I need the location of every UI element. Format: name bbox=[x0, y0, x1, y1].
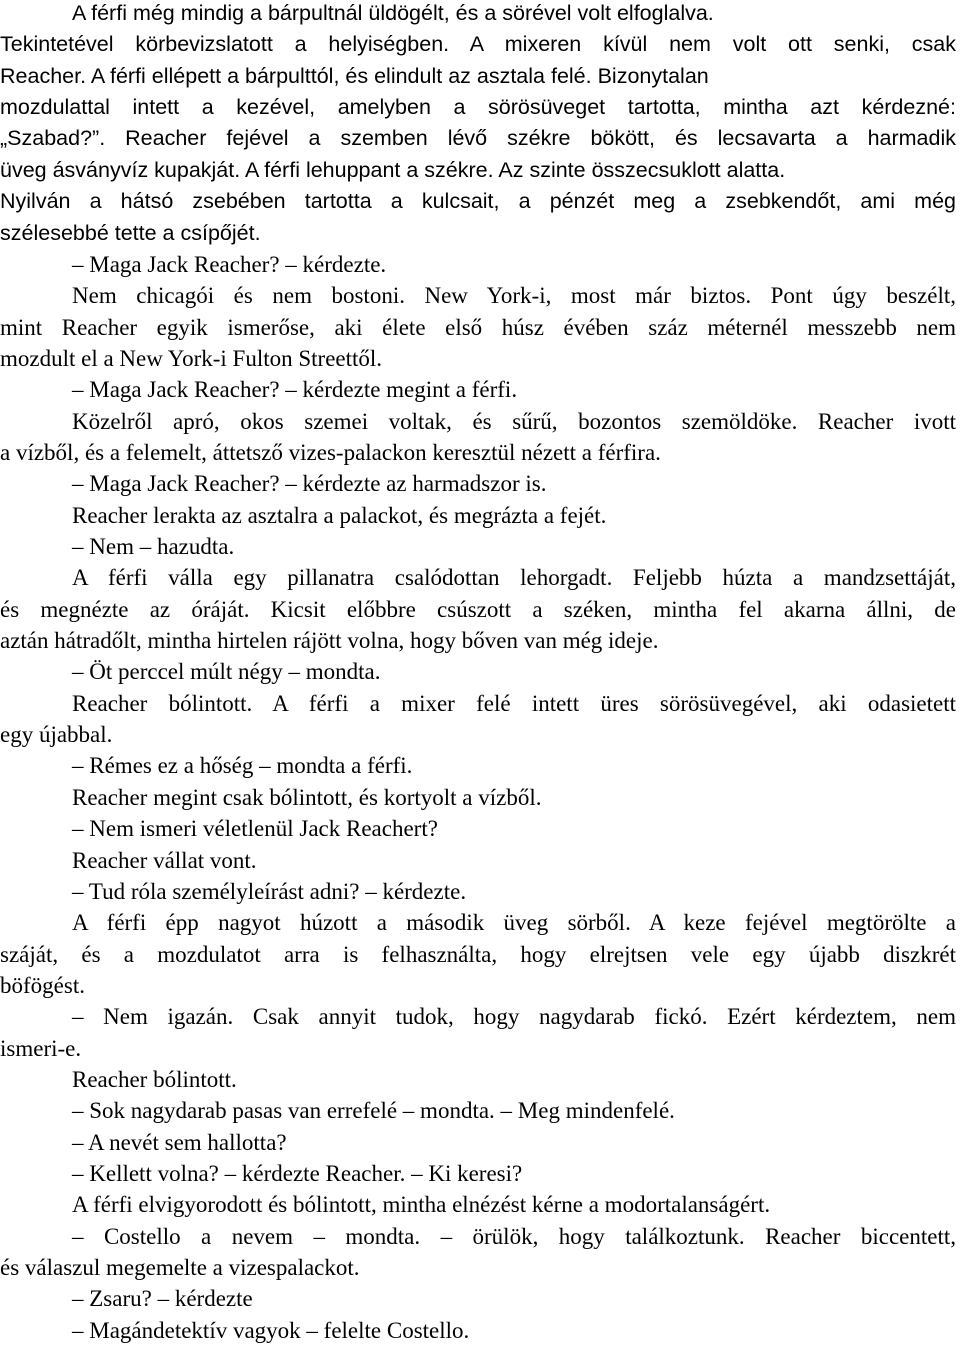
text-line: – A nevét sem hallotta? bbox=[72, 1129, 287, 1155]
text-line: mint Reacher egyik ismerőse, aki élete első húsz évében száz méternél messzebb nem bbox=[0, 314, 956, 340]
text-line: Tekintetével körbevizslatott a helyiségben. A mixeren kívül nem volt ott senki, csak bbox=[0, 32, 956, 57]
text-line: – Nem igazán. Csak annyit tudok, hogy nagydarab fickó. Ezért kérdeztem, nem bbox=[72, 1004, 956, 1030]
text-line: Reacher bólintott. bbox=[72, 1066, 237, 1092]
text-line: Reacher. A férfi ellépett a bárpulttól, és elindult az asztala felé. Bizonytalan bbox=[0, 63, 709, 88]
text-line: üveg ásványvíz kupakját. A férfi lehuppant a székre. Az szinte összecsuklott alatta. bbox=[0, 157, 786, 182]
text-line: – Sok nagydarab pasas van errefelé – mondta. – Meg mindenfelé. bbox=[72, 1098, 675, 1124]
text-line: – Öt perccel múlt négy – mondta. bbox=[72, 659, 381, 685]
text-line: Közelről apró, okos szemei voltak, és sűrű, bozontos szemöldöke. Reacher ivott bbox=[72, 408, 956, 434]
text-line: A férfi még mindig a bárpultnál üldögélt, és a sörével volt elfoglalva. bbox=[72, 1, 714, 25]
text-line: A férfi válla egy pillanatra csalódottan lehorgadt. Feljebb húzta a mandzsettáját, bbox=[72, 565, 956, 591]
text-line: és megnézte az óráját. Kicsit előbbre csúszott a széken, mintha fel akarna állni, de bbox=[0, 596, 956, 622]
text-line: a vízből, és a felemelt, áttetsző vizes-palackon keresztül nézett a férfira. bbox=[0, 439, 661, 465]
text-line: A férfi elvigyorodott és bólintott, mintha elnézést kérne a modortalanságért. bbox=[72, 1192, 771, 1218]
text-line: Reacher lerakta az asztalra a palackot, és megrázta a fejét. bbox=[72, 502, 607, 528]
text-line: száját, és a mozdulatot arra is felhasználta, hogy elrejtsen vele egy újabb diszkrét bbox=[0, 941, 956, 967]
text-line: – Maga Jack Reacher? – kérdezte megint a férfi. bbox=[72, 377, 518, 403]
text-line: és válaszul megemelte a vizespalackot. bbox=[0, 1255, 360, 1280]
text-line: Nem chicagói és nem bostoni. New York-i, most már biztos. Pont úgy beszélt, bbox=[72, 283, 956, 309]
text-line: mozdult el a New York-i Fulton Streettől. bbox=[0, 345, 383, 371]
text-line: mozdulattal intett a kezével, amelyben a sörösüveget tartotta, mintha azt kérdezné: bbox=[0, 95, 956, 120]
text-line: – Costello a nevem – mondta. – örülök, hogy találkoztunk. Reacher biccentett, bbox=[72, 1223, 956, 1249]
text-line: – Rémes ez a hőség – mondta a férfi. bbox=[72, 753, 413, 779]
text-line: – Zsaru? – kérdezte bbox=[72, 1286, 253, 1312]
text-line: „Szabad?”. Reacher fejével a szemben lévő székre bökött, és lecsavarta a harmadik bbox=[0, 126, 956, 151]
text-line: – Nem ismeri véletlenül Jack Reachert? bbox=[72, 816, 438, 842]
text-line: egy újabbal. bbox=[0, 722, 113, 748]
text-line: böfögést. bbox=[0, 972, 85, 998]
text-line: aztán hátradőlt, mintha hirtelen rájött volna, hogy bőven van még ideje. bbox=[0, 628, 659, 653]
text-line: Reacher bólintott. A férfi a mixer felé intett üres sörösüvegével, aki odasietett bbox=[72, 690, 956, 716]
text-line: Nyilván a hátsó zsebében tartotta a kulcsait, a pénzét meg a zsebkendőt, ami még bbox=[0, 189, 956, 214]
text-line: szélesebbé tette a csípőjét. bbox=[0, 220, 261, 245]
text-line: – Nem – hazudta. bbox=[72, 534, 235, 559]
text-line: – Magándetektív vagyok – felelte Costello. bbox=[72, 1317, 470, 1343]
text-line: – Kellett volna? – kérdezte Reacher. – Ki keresi? bbox=[72, 1161, 523, 1186]
text-line: A férfi épp nagyot húzott a második üveg sörből. A keze fejével megtörölte a bbox=[72, 910, 956, 936]
text-line: – Tud róla személyleírást adni? – kérdezte. bbox=[72, 878, 467, 904]
text-line: Reacher vállat vont. bbox=[72, 847, 257, 873]
text-line: – Maga Jack Reacher? – kérdezte. bbox=[72, 251, 387, 277]
text-line: – Maga Jack Reacher? – kérdezte az harmadszor is. bbox=[72, 471, 547, 497]
text-line: ismeri-e. bbox=[0, 1035, 82, 1061]
text-line: Reacher megint csak bólintott, és kortyolt a vízből. bbox=[72, 784, 542, 810]
